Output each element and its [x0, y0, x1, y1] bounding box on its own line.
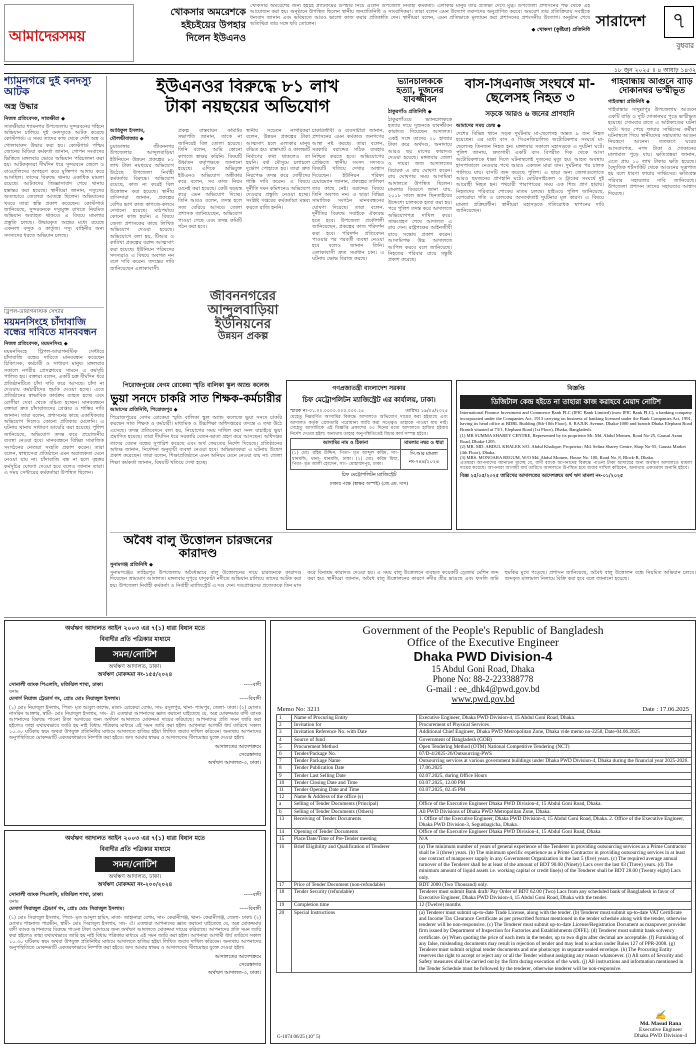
tender-row-key: Special Instructions	[292, 909, 417, 972]
story-van-murder[interactable]: ভ্যানচালককে হত্যা, দুজনের যাবজ্জীবন ঠাকুরগাঁও প্রতিনিধি ◆ ঠাকুরগাঁওয়ে ভ্যানচালককে হত্যার দায়ে দুজনকে যাবজ্জীবন কারাদণ্ড দিয়েছেন আদালত। একই সঙ্গে তাদের ২০ হাজার টাকা করে অর্থদণ্ড, অনাদায়ে আরও ছয় মাসের কারাদণ্ড দেওয়া হয়েছে। মঙ্গলবার জেলা ও দায়রা জজ আদালতের বিচারক এ রায় ঘোষণা করেন। রায় ঘোষণার সময় আসামিরা আদালতে উপস্থিত ছিলেন। মামলার বিবরণে জানা যায়, ২০১৮ সালে ভ্যান ছিনতাইয়ের উদ্দেশ্যে চালককে হত্যা করা হয়। পরে পুলিশ তদন্ত করে আদালতে অভিযোগপত্র দাখিল করে। সাক্ষ্যগ্রহণ শেষে আদালত এ রায় দেন। রাষ্ট্রপক্ষের আইনজীবী রায়ে সন্তোষ প্রকাশ করেন। আসামিপক্ষ উচ্চ আদালতে আপিল করবে বলে জানিয়েছে। নিহতের পরিবার রায়ে সন্তুষ্টি প্রকাশ করেছে।	[388, 78, 452, 264]
main-story-body-mid: প্রকল্প বাস্তবায়ন কমিটির সভাপতি জানান, তাকে না জানিয়েই বিল তোলা হয়েছে। তিনি বলেন, আমি কোনো কাগজে স্বাক্ষর করিনি। বিষয়টি উর্ধ্বতন কর্তৃপক্ষকে জানানো হয়েছে। এদিকে অভিযুক্ত ইউএনও অভিযোগ অস্বীকার করে বলেন, সব কাজ নিয়ম মেনেই করা হয়েছে। কেউ ষড়যন্ত্র করে এমন অভিযোগ দিচ্ছে। তিনি আরও বলেন, তদন্ত হলে সত্য বেরিয়ে আসবে। জেলা প্রশাসক জানিয়েছেন, অভিযোগ পাওয়া গেছে এবং তদন্ত কমিটি গঠন করা হবে।	[178, 128, 242, 231]
court-accused: (১) মোঃ রহিম উদ্দিন, পিতা- মৃত আব্দুল করিম, সাং- ধানমন্ডি, থানা- ধানমন্ডি, ঢাকা। (২) মোঃ করিম মিয়া, পিতা- মৃত আলী হোসেন, সাং- মোহাম্মদপুর, ঢাকা।	[292, 451, 399, 467]
main-story-body-left: আরিফুল ইসলাম, মৌলভীবাজার ◆ চুয়াডাঙ্গার জীবননগর উপজেলার আন্দুলবাড়িয়া ইউনিয়নে উন্নয়ন প্রকল্পের ৮১ লাখ টাকা নয়ছয়ের অভিযোগ উঠেছে উপজেলা নির্বাহী কর্মকর্তার বিরুদ্ধে। অভিযোগ রয়েছে, কাজ না করেই বিল উত্তোলন করা হয়েছে। স্থানীয় বাসিন্দারা জানান, প্রকল্পের বেশির ভাগ কাজ কাগজে-কলমে দেখানো হয়েছে। মাঠপর্যায়ে কোনো কাজ হয়নি। এ বিষয়ে জেলা প্রশাসকের কাছে লিখিত অভিযোগ দেওয়া হয়েছে। অভিযোগে বলা হয়, টিআর ও কাবিখা প্রকল্পের বরাদ্দ আত্মসাৎ করা হয়েছে। ইউনিয়ন পরিষদের সদস্যরাও এ বিষয়ে অবগত নন বলে দাবি করেন। তদন্তের দাবি জানিয়েছেন এলাকাবাসী।	[110, 128, 174, 272]
tender-row-key: Invitation for	[292, 722, 417, 729]
story-mymensingh-credit: নিজস্ব প্রতিবেদক, ময়মনসিংহ ◆	[4, 340, 68, 347]
tender-row-key: Receiving of Tender Documents	[292, 815, 417, 828]
tender-sig-office: Dhaka PWD Division-4	[634, 1033, 687, 1039]
left-divider-1	[4, 307, 104, 308]
story-mymensingh[interactable]	[4, 309, 104, 609]
tender-row-number: 2	[277, 722, 292, 729]
tender-row	[277, 801, 692, 808]
court-notice-office: চিফ মেট্রোপলিটন ম্যাজিস্ট্রেট এর কার্যালয়, ঢাকা।	[302, 396, 436, 404]
court-case-no: সি.আর মামলা নং-৭৪৪/২০২৪	[400, 450, 447, 470]
main-story-title[interactable]	[110, 78, 385, 126]
court-notice-date: তারিখঃ ১৯/০৫/২০২৫	[405, 409, 448, 414]
tender-row-key: Procurement Method	[292, 743, 417, 750]
court-signature: চিফ মেট্রোপলিটন ম্যাজিস্ট্রেট	[341, 472, 397, 478]
tender-row	[277, 881, 692, 888]
bank-notice-item-1: (1) MR SUMMA SHAREY CENTRE, Represented by its proprietor Mr. Md. Abdul Momen, Road No-25, Gausul Azam Road, Dhaka-1205.	[460, 433, 683, 444]
tender-division: Dhaka PWD Division-4	[413, 649, 553, 664]
notice1-sign3: অর্থঋণ আদালত-৩, ঢাকা।	[208, 760, 261, 767]
notice2-case: অর্থঋণ মোকদ্দমা নং-২০০/২০২৪	[97, 882, 173, 888]
story-mymensingh-body: ময়মনসিংহে ট্রিপল-ডায়াগনস্টিক সেন্টারে চাঁদাবাজি বন্ধের দাবিতে মানববন্ধন করেছেন চিকিৎসক, কর্মচারী ও সাধারণ মানুষ। মঙ্গলবার সকালে নগরীর প্রেসক্লাবের সামনে এ কর্মসূচি পালিত হয়। বক্তারা বলেন, একটি চক্র দীর্ঘদিন ধরে প্রতিষ্ঠানটিতে চাঁদা দাবি করে আসছে। চাঁদা না দেওয়ায় কর্মচারীদের হুমকি দেওয়া হচ্ছে। এতে প্রতিষ্ঠানের স্বাভাবিক কার্যক্রম ব্যাহত হচ্ছে এবং রোগীরা সেবা থেকে বঞ্চিত হচ্ছেন। মানববন্ধনে বক্তারা দ্রুত চাঁদাবাজদের গ্রেপ্তার ও শাস্তির দাবি জানান। তারা বলেন, প্রশাসনের কাছে একাধিকবার অভিযোগ দিলেও কোনো প্রতিকার মেলেনি। এ ঘটনায় থানায় সাধারণ ডায়েরি করা হয়েছে। পুলিশ জানিয়েছে, অভিযোগ তদন্ত করে প্রয়োজনীয় ব্যবস্থা নেওয়া হবে। মানববন্ধনে বিভিন্ন সামাজিক সংগঠনের নেতারা সংহতি প্রকাশ করেন। তারা বলেন, স্বাস্থ্যসেবা প্রতিষ্ঠানে এমন অরাজকতা মেনে নেওয়া যায় না। চাঁদাবাজি বন্ধ না হলে বৃহত্তর কর্মসূচির ঘোষণা দেওয়া হবে বলেও জানান তারা। এ সময় সেন্টারের কর্মকর্তারা উপস্থিত ছিলেন।	[4, 348, 104, 477]
tender-row-value: (a) Tenderer must submit up-to-date Trade License, along with the tender. (b) Tenderer must submit up-to-date VAT Certificate and Income Tax Clearance Certificate as per prescribed format mentioned in the tender schedule along with the tender, otherwise tenderer will be non-responsive. (c) The Tenderer must submit up-to-date License/Registration Document as manpower provider firm issued by Department of Inspection for Factories and Establishments (DIFE). (d) Tenderer must submit bank solvency certificate. (e) When quoting the price of each item in the tender, up to two digits after decimal are acceptable. (f) Furnishing of any false, misleading documents may result in rejection of tender and may lead to action under Rules 127 of PPR-2008. (g) Tenderer must submit original tender documents and one photocopy in separate sealed envelope. (h) The Procuring Entity reserves the right to accept or reject any or all the Tender without assigning any reason whatsoever. (i) All sorts of Security and Safety measures shall be carried out by the firm during execution of the work. (j) All instructions and information mentioned in the Tender Schedule must be followed by the tenderer, otherwise tenderer will be non-responsive.	[417, 909, 692, 972]
tender-email: G-mail : ee_dhk4@pwd.gov.bd	[426, 684, 540, 694]
tender-row	[277, 758, 692, 765]
summons-notice-2[interactable]: অর্থঋণ আদালত আইন ২০০৩ এর ৭(১) ধারা বিধান মতে বিবাদীর প্রতি পত্রিকার মাধ্যমে সমন/নোটিশ অর্থঋণ আদালত, ঢাকা। অর্থঋণ মোকদ্দমা নং-২০০/২০২৪ সোনালী ব্যাংক পিএলসি, মতিঝিল শাখা, ঢাকা। -----বাদী বনাম মেসার্স সিরাজুল ট্রেডার্স গং, প্রোঃ মোঃ সিরাজুল ইসলাম। -----বিবাদী (১) মোঃ সিরাজুল ইসলাম, পিতা- মৃত আব্দুল হামিদ, মাতা- জাহানারা বেগম, সাং- কেরানীগঞ্জ, থানা- কেরানীগঞ্জ, জেলা- ঢাকা। (২) মোসাঃ শাহনাজ পারভীন, স্বামী- মোঃ সিরাজুল ইসলাম, সাং- ঐ। এতদ্বারা আপনাদের জ্ঞাত করানো যাইতেছে যে, অত্র মোকদ্দমার বাদী ব্যাংক আপনাদের বিরুদ্ধে পাওনা টাকা আদায়ের জন্য অর্থঋণ আদালতে মোকদ্দমা দায়ের করিয়াছে। আপনাদের প্রতি সমন জারি করা হইলেও তাহা যথাযথভাবে জারি হয় নাই বিধায় পত্রিকার মাধ্যমে এই সমন জারি করা হইল। আপনারা আগামী ধার্য তারিখে সকাল ১০.৩০ ঘটিকায় স্বয়ং অথবা উপযুক্ত প্রতিনিধির মাধ্যমে আদালতে হাজির হইয়া লিখিত জবাব দাখিল করিবেন। অন্যথায় আপনাদের অনুপস্থিতিতে মোকদ্দমাটি একতরফাভাবে নিষ্পত্তি করা হইবে। অদ্য আমার স্বাক্ষর ও আদালতের সীলমোহর যুক্তে দেওয়া হইল। আদালতের আদেশক্রমে সেরেস্তাদার অর্থঋণ আদালত-৩, ঢাকা।	[4, 830, 266, 1044]
tender-row-key: Tender Opening Date and Time	[292, 787, 417, 794]
story-shyamnagar-sub: অস্ত্র উদ্ধার	[4, 101, 39, 111]
notice1-title: সমন/নোটিশ	[95, 647, 175, 662]
masthead-headline[interactable]	[138, 4, 246, 62]
masthead-credit: ◆ খোকসা (কুষ্টিয়া) প্রতিনিধি	[531, 26, 590, 33]
logo-text: আমাদেরসময়	[9, 27, 85, 45]
tender-row-number: 9	[277, 772, 292, 779]
summons-notice-1[interactable]: অর্থঋণ আদালত আইন ২০০৩ এর ৭(১) ধারা বিধান মতে বিবাদীর প্রতি পত্রিকার মাধ্যমে সমন/নোটিশ অর্থঋণ আদালত, ঢাকা। অর্থঋণ মোকদ্দমা নং-১৫৫/২০২৪ সোনালী ব্যাংক পিএলসি, মতিঝিল শাখা, ঢাকা। -----বাদী বনাম মেসার্স নিয়াজ ট্রেডার্স গং, প্রোঃ মোঃ নিয়াজুল ইসলাম। -----বিবাদী (১) মোঃ নিয়াজুল ইসলাম, পিতা- মৃত আবুল কাশেম, মাতা- রোকেয়া বেগম, সাং- রসুলপুর, থানা- শ্যামপুর, জেলা- ঢাকা। (২) মোসাঃ নাসরিন আক্তার, স্বামী- মোঃ নিয়াজুল ইসলাম, সাং- ঐ। এতদ্বারা আপনাদের জ্ঞাত করানো যাইতেছে যে, অত্র মোকদ্দমার বাদী ব্যাংক আপনাদের বিরুদ্ধে পাওনা টাকা আদায়ের জন্য অর্থঋণ আদালতে মোকদ্দমা দায়ের করিয়াছে। আপনাদের প্রতি সমন জারি করা হইলেও তাহা যথাযথভাবে জারি হয় নাই বিধায় পত্রিকার মাধ্যমে এই সমন জারি করা হইল। আপনারা আগামী ধার্য তারিখে সকাল ১০.৩০ ঘটিকায় স্বয়ং অথবা উপযুক্ত প্রতিনিধির মাধ্যমে আদালতে হাজির হইয়া লিখিত জবাব দাখিল করিবেন। অন্যথায় আপনাদের অনুপস্থিতিতে মোকদ্দমাটি একতরফাভাবে নিষ্পত্তি করা হইবে। অদ্য আমার স্বাক্ষর ও আদালতের সীলমোহর যুক্তে দেওয়া হইল। আদালতের আদেশক্রমে সেরেস্তাদার অর্থঋণ আদালত-৩, ঢাকা।	[4, 620, 266, 826]
tender-row-number: 17	[277, 881, 292, 888]
tender-row-number: 3	[277, 729, 292, 736]
tender-row-value: 07/D-4/2025-26/Outsourcing-PWS	[417, 751, 692, 758]
tender-row-number: 8	[277, 765, 292, 772]
tender-row-key: Tender Security (refundable)	[292, 889, 417, 902]
bank-notice-item-3: (3) MRS. MONOARA BEGUM, W/O Md. Abdul Momen, House No. 100, Road No. 8, Block-B, Dhaka.	[460, 455, 654, 460]
notice2-sign3: অর্থঋণ আদালত-৩, ঢাকা।	[208, 970, 261, 977]
notice2-title: সমন/নোটিশ	[95, 857, 175, 872]
tender-row-value: Office of the Executive Engineer Dhaka PWD Division-4, 15 Abdul Goni Road, Dhaka	[417, 829, 692, 836]
story-shyamnagar-title: শ্যামনগরে দুই বনদস্যু আটক	[4, 76, 92, 99]
story-mymensingh-label: ট্রিপল-ডায়াগনস্টিক সেন্টার	[4, 309, 64, 315]
main-title-line2: টাকা নয়ছয়ের অভিযোগ	[165, 97, 330, 118]
tender-row	[277, 779, 692, 786]
main-story-body-right2: চাকরিজীবী ও ব্যবসায়ীরা জানান, প্রশাসনের এমন কর্মকাণ্ড জনগণের আস্থা নষ্ট করছে। তারা বলেন, সরকারি বরাদ্দের সঠিক ব্যবহার নিশ্চিত করতে হবে। অভিযোগের প্রেক্ষিতে স্থানীয় সংসদ সদস্যও বিষয়টি খতিয়ে দেখার আশ্বাস দিয়েছেন। ইউনিয়ন পরিষদ চেয়ারম্যান জানান, প্রকল্পের তালিকা তার কাছে নেই। বরাদ্দের বিষয়ে তিনি অবগত নন। এ ছাড়া বিভিন্ন সামাজিক সংগঠন মানববন্ধনের ঘোষণা দিয়েছে। তারা বলেন, দুর্নীতির বিরুদ্ধে সবাইকে ঐক্যবদ্ধ হতে হবে। উপজেলা প্রকৌশলী জানিয়েছেন, প্রকল্পের কাজ পরিদর্শন করা হবে। পরিদর্শন প্রতিবেদন পাওয়ার পর পরবর্তী ব্যবস্থা নেওয়া হবে বলেও জানান তিনি। এলাকাবাসী দ্রুত সমাধান চান। এ ঘটনায় ক্ষোভ বিরাজ করছে।	[312, 128, 384, 263]
story-school-label: পিরোজপুরের বেগম রোকেয়া স্মৃতি বালিকা স্কুল অ্যান্ড কলেজ	[122, 382, 270, 389]
tender-gov: Government of the People's Republic of Bangladesh	[362, 625, 604, 637]
court-notice-memo: স্মারক নং-০১.০০.০০০০.০০০.০০০.২৫	[290, 409, 365, 414]
tender-row	[277, 794, 692, 801]
tender-row	[277, 889, 692, 902]
tender-row	[277, 715, 692, 722]
tender-row	[277, 843, 692, 881]
tender-row-number: 10	[277, 779, 292, 786]
masthead-headline-1: খোকসার অমরেশকে	[170, 7, 246, 18]
page-number-box	[664, 6, 694, 38]
main-story-highlight-box	[178, 290, 308, 376]
notice2-sign2: সেরেস্তাদার	[239, 962, 261, 969]
tender-row-number: 6	[277, 751, 292, 758]
court-signature-sub: ঢাকার পক্ষে (স্বাক্ষর অস্পষ্ট) (জে.এম. দাস)	[329, 481, 409, 487]
story-shyamnagar[interactable]	[4, 76, 104, 306]
highlight-line1: জীবননগরের	[209, 290, 277, 304]
tender-row-key: Completion time	[292, 902, 417, 909]
notice1-sign1: আদালতের আদেশক্রমে	[214, 744, 261, 751]
tender-row-key: Source of fund	[292, 736, 417, 743]
bank-notice-label: বিজ্ঞপ্তি	[567, 385, 585, 392]
masthead-logo-box	[4, 4, 134, 62]
notice2-defendant: মেসার্স সিরাজুল ট্রেডার্স গং, প্রোঃ মোঃ সিরাজুল ইসলাম।	[9, 906, 125, 913]
story-bus-cng[interactable]: বাস-সিএনজি সংঘর্ষে মা-ছেলেসহ নিহত ৩ সড়কে আরও ৬ জনের প্রাণহানি আমাদের সময় ডেস্ক ◆ দেশের বিভিন্ন স্থানে সড়ক দুর্ঘটনায় মা-ছেলেসহ অন্তত ৯ জন নিহত হয়েছেন। এর মধ্যে বাস ও সিএনজিচালিত অটোরিকশার সংঘর্ষে মা-ছেলেসহ তিনজন নিহত হন। মঙ্গলবার সকালে মহাসড়কে এ দুর্ঘটনা ঘটে। পুলিশ জানায়, দ্রুতগামী একটি বাস বিপরীত দিক থেকে আসা অটোরিকশাকে ধাক্কা দিলে ঘটনাস্থলেই দুজনের মৃত্যু হয়। আহত অবস্থায় হাসপাতালে নেওয়ার পথে আরও একজন মারা যান। দুর্ঘটনার পর চালক পালিয়ে যায়। বাসটি জব্দ করেছে পুলিশ। এ ছাড়া অন্য জেলাগুলোতে আরও ছয়জনের প্রাণহানি ঘটে। মোটরসাইকেল ও ট্রাকের সংঘর্ষে দুই আরোহী নিহত হন। পথচারী পারাপারের সময় এক শিশু প্রাণ হারায়। নিহতদের পরিবারে শোকের মাতম চলছে। হাইওয়ে পুলিশ জানিয়েছে, বেপরোয়া গতি ও চালকের অসতর্কতাই দুর্ঘটনার মূল কারণ। এ বিষয়ে মামলা প্রক্রিয়াধীন। স্থানীয়রা মহাসড়কে গতিরোধক স্থাপনের দাবি জানিয়েছেন।	[456, 78, 604, 214]
tender-row-value: 1. Office of the Executive Engineer, Dhaka PWD Division-4, 15 Abdul Goni Road, Dhaka. 2. Office of the Executive Engineer, Dhaka PWD Division-3, Segunbagicha, Dhaka.	[417, 815, 692, 828]
tender-row	[277, 736, 692, 743]
tender-row-value: 02.07.2025, during Office Hours	[417, 772, 692, 779]
bank-notice-extra: এতদ্বারা আপনাদের জানানো যাচ্ছে যে, বাদী ব্যাংক আপনাদের বিরুদ্ধে পাওনা টাকা আদায়ের জন্য অর্থঋণ আদালতে মামলা দায়ের করেছে। আপনারা আগামী ধার্য তারিখে আদালতে উপস্থিত হয়ে জবাব দাখিল করিবেন, অন্যথায় একতরফা শুনানি হইবে।	[460, 460, 692, 471]
tender-row-number: 12	[277, 794, 292, 801]
tender-row	[277, 743, 692, 750]
story-shyamnagar-body: সাতক্ষীরার শ্যামনগর উপজেলায় সুন্দরবনের গহিনে অভিযান চালিয়ে দুই বনদস্যুকে আটক করেছে কোস্টগার্ড। এ সময় তাদের কাছ থেকে দেশি অস্ত্র ও গোলাবারুদ উদ্ধার করা হয়। কোস্টগার্ড পশ্চিম জোনের মিডিয়া কর্মকর্তা জানান, গোপন সংবাদের ভিত্তিতে মঙ্গলবার ভোরে অভিযান পরিচালনা করা হয়। আটককৃতরা দীর্ঘদিন ধরে সুন্দরবনে জেলে ও বাওয়ালিদের অপহরণ করে মুক্তিপণ আদায় করে আসছিল। তাদের বিরুদ্ধে থানায় একাধিক মামলা রয়েছে। আটকদের জিজ্ঞাসাবাদ শেষে থানায় হস্তান্তর করা হয়েছে। স্থানীয়রা জানান, দস্যুদের অত্যাচারে জেলেরা আতঙ্কে ছিলেন। অভিযানের খবরে তারা স্বস্তি প্রকাশ করেছেন। কোস্টগার্ড জানিয়েছে, সুন্দরবনকে দস্যুমুক্ত রাখতে নিয়মিত অভিযান অব্যাহত থাকবে। এ বিষয়ে মামলার প্রস্তুতি চলছে। উদ্ধারকৃত অস্ত্রের মধ্যে রয়েছে একনলা বন্দুক ও কার্তুজ। দস্যু বাহিনীর অন্য সদস্যদের ধরতে অভিযান চলছে।	[4, 123, 104, 239]
tender-row-key: Invitation Reference No. with Date	[292, 729, 417, 736]
bank-notice-item-2: (2) MR. MD. ABDUL KHALEK S/O. Abdul Khalique, Proprietor; Md. Selina Sharey Centre, Shop No-55, Gausia Market (4th Floor), Dhaka.	[460, 444, 686, 455]
story-van-credit: ঠাকুরগাঁও প্রতিনিধি ◆	[388, 108, 432, 115]
story-bus-title: বাস-সিএনজি সংঘর্ষে মা-ছেলেসহ নিহত ৩	[464, 78, 596, 107]
tender-row	[277, 815, 692, 828]
tender-row	[277, 772, 692, 779]
story-shyamnagar-credit: নিজস্ব প্রতিবেদক, সাতক্ষীরা ◆	[4, 115, 65, 122]
tender-signature-mark: ✍	[654, 1010, 667, 1020]
notice1-sign2: সেরেস্তাদার	[239, 752, 261, 759]
highlight-line3: ইউনিয়নের	[214, 317, 272, 333]
notice1-role: -----বাদী	[243, 682, 261, 688]
tender-row-number: 19	[277, 902, 292, 909]
tender-row-value: Government of Bangladesh (GOB)	[417, 736, 692, 743]
tender-row-value: 12 (Twelve) months	[417, 902, 692, 909]
tender-row	[277, 729, 692, 736]
tender-row-value: Tenderer must submit Bank draft/ Pay Order of BDT 62.00 (Two) Lacs from any scheduled bank of Bangladesh in favor of Executive Engineer, Dhaka PWD Division-4, 15 Abdul Goni Road, Dhaka with the tender.	[417, 889, 692, 902]
tender-row-number: 5	[277, 743, 292, 750]
tender-row-value: N/A	[417, 836, 692, 843]
tender-row-number: 16	[277, 843, 292, 881]
tender-row-key: Name & Address of the office (s)	[292, 794, 417, 801]
masthead-rule-2	[4, 73, 696, 74]
masthead-headline-2: হইচইয়ের উপহার	[181, 20, 246, 31]
tender-row-value: 03.07.2025, 12.00 PM	[417, 779, 692, 786]
section-header	[594, 4, 696, 62]
story-bus-credit: আমাদের সময় ডেস্ক ◆	[456, 123, 501, 130]
tender-row	[277, 829, 692, 836]
tender-row-number: a	[277, 801, 292, 808]
story-bus-sub: সড়কে আরও ৬ জনের প্রাণহানি	[485, 110, 575, 119]
mid-rule	[4, 617, 696, 618]
tender-table	[276, 714, 692, 973]
court-col1: আসামির নাম ও ঠিকানা	[291, 439, 401, 450]
story-school-credit: আমাদের প্রতিনিধি, পিরোজপুর ◆	[110, 406, 178, 413]
tender-row-number: b	[277, 808, 292, 815]
main-story-body-right: স্থানীয় সচেতন নাগরিকরা বলেন, উন্নয়ন প্রকল্পের টাকা আত্মসাৎ হলে এলাকার মানুষ বঞ্চিত হয়। রাস্তাঘাট ও কালভার্ট নির্মাণের কথা থাকলেও তা হয়নি। বর্ষা মৌসুমে চলাচলে দুর্ভোগ পোহাতে হয়। তারা দ্রুত নিরপেক্ষ তদন্ত করে দোষীদের শাস্তি দাবি করেন। এ বিষয়ে দুর্নীতি দমন কমিশনেও অভিযোগ দেওয়ার প্রস্তুতি নেওয়া হচ্ছে। সংশ্লিষ্ট দপ্তরের কর্মকর্তারা মন্তব্য করতে রাজি হননি।	[246, 128, 310, 211]
notice2-law: অর্থঋণ আদালত আইন ২০০৩ এর ৭(১) ধারা বিধান মতে	[65, 835, 205, 842]
sand-divider	[110, 532, 696, 533]
tender-row-number: 1	[277, 715, 292, 722]
notice2-role2: -----বিবাদী	[239, 906, 261, 913]
tender-row	[277, 722, 692, 729]
tender-row-key: Tender/Package No.	[292, 751, 417, 758]
tender-row-key: Name of Procuring Entity	[292, 715, 417, 722]
tender-office: Office of the Executive Engineer	[407, 637, 559, 649]
court-col2: মামলার নম্বর ও ধারা	[400, 439, 447, 450]
tender-row	[277, 902, 692, 909]
story-school-title: ভুয়া সনদে চাকরি সাত শিক্ষক-কর্মচারীর	[110, 392, 282, 405]
tender-row-number: 4	[277, 736, 292, 743]
bank-notice-title: ডিজিটাল কেন্দ্র হইতে না তাহারা কাজ করাহবে মেয়াদ নোটিশ	[460, 395, 692, 409]
tender-row-key: Place/Date/Time of Pre-Tender meeting	[292, 836, 417, 843]
notice1-case: অর্থঋণ মোকদ্দমা নং-১৫৫/২০২৪	[97, 672, 173, 678]
tender-row-key: Brief Eligibility and Qualification of Tenderer	[292, 843, 417, 881]
page-number: ৭	[671, 8, 687, 34]
tender-row-value: Office of the Executive Engineer Dhaka PWD Division-4, 15 Abdul Goni Road, Dhaka.	[417, 801, 692, 808]
tender-sig-name: Md. Masud Rana	[640, 1021, 682, 1027]
tender-row-value: 17.06.2025	[417, 765, 692, 772]
notice2-sub: বিবাদীর প্রতি পত্রিকার মাধ্যমে	[99, 846, 171, 853]
story-mymensingh-title: ময়মনসিংহে চাঁদাবাজি বন্ধের দাবিতে মানববন্ধন	[4, 317, 97, 339]
notice1-sub: বিবাদীর প্রতি পত্রিকার মাধ্যমে	[99, 636, 171, 643]
story-van-title: ভ্যানচালককে হত্যা, দুজনের যাবজ্জীবন	[396, 78, 444, 106]
tender-row-value: Procurement of Physical Services	[417, 722, 692, 729]
tender-row-key: Tender Package Name	[292, 758, 417, 765]
tender-row-value	[417, 794, 692, 801]
page-date: ১৮ জুন ২০২৫ ॥ ৪ আষাঢ় ১৪৩২	[614, 67, 696, 74]
tender-row-value: 03.07.2025, 02.45 PM	[417, 787, 692, 794]
story-gaibandha-fire[interactable]: গাইবান্ধায় আগুনে বাড়ি দোকানঘর ভস্মীভূত গাইবান্ধা প্রতিনিধি ◆ গাইবান্ধার সাদুল্লাপুর উপজেলায় আগুনে একটি বাড়ি ও দুটি দোকানঘর পুড়ে ভস্মীভূত হয়েছে। সোমবার রাতে এ অগ্নিকাণ্ডের ঘটনা ঘটে। খবর পেয়ে ফায়ার সার্ভিসের কর্মীরা ঘটনাস্থলে গিয়ে স্থানীয়দের সহায়তায় আগুন নিয়ন্ত্রণে আনেন। ততক্ষণে ঘরের আসবাবপত্র, নগদ টাকা ও দোকানের মালামাল পুড়ে যায়। ক্ষতিগ্রস্তরা জানান, এতে প্রায় ১০ লাখ টাকার ক্ষতি হয়েছে। বৈদ্যুতিক শর্টসার্কিট থেকে আগুনের সূত্রপাত হয় বলে ধারণা ফায়ার সার্ভিসের। ক্ষতিগ্রস্ত পরিবার সহায়তার দাবি জানিয়েছে। উপজেলা প্রশাসন তাদের সহায়তার আশ্বাস দিয়েছে।	[608, 78, 696, 197]
tender-date: Date : 17.06.2025	[642, 706, 689, 713]
tender-row-value: BDT 2000 (Two Thousand) only.	[417, 881, 692, 888]
tender-row-value: Open Tendering Method (OTM) National Competitive Tendering (NCT)	[417, 743, 692, 750]
left-col-rule	[106, 76, 107, 616]
tender-row-number: 18	[277, 889, 292, 902]
highlight-sub: উন্নয়ন প্রকল্প	[217, 331, 269, 343]
court-notice-body: যেহেতু নিম্নবর্ণিত আসামির বিরুদ্ধে আদালতে অভিযোগ দায়ের করা হইয়াছে এবং আদালত কর্তৃক গ্রেফতারি পরোয়ানা জারি করা সত্ত্বেও তাহাকে পাওয়া যায় নাই। সেহেতু আসামিকে এই বিজ্ঞপ্তি প্রকাশের ৩০ দিনের মধ্যে আদালতে হাজির হইবার নির্দেশ দেওয়া হইল। অন্যথায় তাহার অনুপস্থিতিতেই বিচার কার্য সম্পন্ন হইবে।	[290, 415, 448, 437]
tender-row-number: 20	[277, 909, 292, 972]
bank-notice-box[interactable]	[456, 380, 696, 530]
tender-memo: Memo No: 3211	[277, 706, 320, 713]
tender-gd-code: G-1074 06/25 (10" 5)	[277, 1035, 321, 1040]
notice2-court: অর্থঋণ আদালত, ঢাকা।	[108, 874, 162, 880]
masthead-story-body: খোকসার অমরেশের জন্য হইচই প্ল্যাটফর্মের উপহার নিয়ে এলেন উপজেলা নির্বাহী কর্মকর্তা। এলাকার মানুষ তার প্রতিভা দেখে মুগ্ধ। উপজেলা প্রশাসনের পক্ষ থেকে এই আয়োজন করা হয়। অনুষ্ঠানে উপস্থিত ছিলেন স্থানীয় জনপ্রতিনিধি ও সাংবাদিকরা। তারা বলেন এমন উদ্যোগ তরুণদের অনুপ্রাণিত করবে। অমরেশ তার প্রতিক্রিয়ায় সবাইকে ধন্যবাদ জানান এবং ভবিষ্যতে আরও ভালো কাজ করার প্রতিশ্রুতি দেন। স্থানীয়রা বলেন, এমন প্রতিভাকে মূল্যায়ন করা প্রশাসনের প্রশংসনীয় উদ্যোগ। অনুষ্ঠান শেষে অতিথিরা তার সঙ্গে ছবি তোলেন। ◆ খোকসা (কুষ্টিয়া) প্রতিনিধি	[250, 4, 590, 33]
story-fake-certificate[interactable]: পিরোজপুরের বেগম রোকেয়া স্মৃতি বালিকা স্কুল অ্যান্ড কলেজ ভুয়া সনদে চাকরি সাত শিক্ষক-কর্মচারীর আমাদের প্রতিনিধি, পিরোজপুর ◆ পিরোজপুরের বেগম রোকেয়া স্মৃতি বালিকা স্কুল অ্যান্ড কলেজে ভুয়া সনদে চাকরি করছেন সাত শিক্ষক ও কর্মচারী। মাধ্যমিক ও উচ্চশিক্ষা অধিদপ্তরের তদন্তে এ তথ্য উঠে এসেছে। তদন্ত প্রতিবেদনে বলা হয়, নিয়োগের সময় দাখিল করা সনদ যাচাইয়ে ভুয়া প্রমাণিত হয়েছে। তারা দীর্ঘদিন ধরে সরকারি বেতন-ভাতা গ্রহণ করে আসছেন। অধিদপ্তর তাদের বেতন বন্ধের সুপারিশ করেছে এবং অর্থ ফেরতের নির্দেশ দিয়েছে। প্রতিষ্ঠানের অধ্যক্ষ জানান, নির্দেশনা অনুযায়ী ব্যবস্থা নেওয়া হবে। অভিভাবকরা এ ঘটনায় উদ্বেগ প্রকাশ করেছেন। তারা বলেন, শিক্ষাপ্রতিষ্ঠানে এমন অনিয়ম মেনে নেওয়া যায় না। জেলা শিক্ষা কর্মকর্তা জানান, বিষয়টি খতিয়ে দেখা হচ্ছে।	[110, 382, 282, 466]
tender-row-key: Tender Publication Date	[292, 765, 417, 772]
story-fire-credit: গাইবান্ধা প্রতিনিধি ◆	[608, 99, 650, 106]
tender-row	[277, 836, 692, 843]
notice2-role: -----বাদী	[243, 892, 261, 898]
tender-row-key: Opening of Tender Documents	[292, 829, 417, 836]
tender-row-number: 13	[277, 815, 292, 828]
tender-row	[277, 765, 692, 772]
tender-row	[277, 787, 692, 794]
tender-row-key: Selling of Tender Documents (Principal)	[292, 801, 417, 808]
tender-notice[interactable]	[270, 620, 696, 1044]
notice1-defendant: মেসার্স নিয়াজ ট্রেডার্স গং, প্রোঃ মোঃ নিয়াজুল ইসলাম।	[9, 696, 121, 703]
tender-row-number: 11	[277, 787, 292, 794]
highlight-line2: আন্দুলবাড়িয়া	[207, 303, 279, 319]
court-notice-header: গণপ্রজাতন্ত্রী বাংলাদেশ সরকার	[332, 385, 406, 392]
tender-row-value: All PWD Divisions of Dhaka PWD Metropolitan Zone, Dhaka.	[417, 808, 692, 815]
tender-row-key: Tender Last Selling Date	[292, 772, 417, 779]
bank-notice[interactable]	[608, 266, 696, 268]
tender-address: 15 Abdul Goni Road, Dhaka	[431, 664, 535, 674]
section-name: সারাদেশ	[596, 12, 646, 30]
main-story-credit: আরিফুল ইসলাম, মৌলভীবাজার ◆	[110, 128, 145, 142]
tender-row-value: (a) The minimum number of years of general experience of the Tenderer in providing outsourcing services as a Prime Contractor shall be 3 (three) years. (b) The minimum specific experience as a Prime Contractor in providing outsourcing services in at least one contract of manpower supply in any Government Organization in the last 5 (five) years. (c) The required average annual turnover of the Tenderer shall be at least of the amount of BDT 90.00 (Ninety) Lacs over the last 03 (Three) years. (d) The minimum amount of liquid assets i.e. working capital or credit line(s) of the Tenderer shall be BDT 28.00 (Twenty eight) Lacs only.	[417, 843, 692, 881]
main-title-line1: ইউএনওর বিরুদ্ধে ৮১ লাখ	[156, 78, 339, 97]
story-sand-extraction[interactable]: অবৈধ বালু উত্তোলন চারজনের কারাদণ্ড সুনামগঞ্জ প্রতিনিধি ◆ সুনামগঞ্জের তাহিরপুর উপজেলায় অবৈধভাবে বালু উত্তোলনের দায়ে চারজনকে কারাদণ্ড দিয়েছেন ভ্রাম্যমাণ আদালত। মঙ্গলবার দুপুরে যাদুকাটা নদীতে অভিযান চালিয়ে তাদের আটক করা হয়। উপজেলা নির্বাহী কর্মকর্তা ও নির্বাহী ম্যাজিস্ট্রেট এ দণ্ড দেন। দণ্ডপ্রাপ্তদের প্রত্যেককে তিন মাস করে বিনাশ্রম কারাদণ্ড দেওয়া হয়। এ সময় বালু উত্তোলনে ব্যবহৃত কয়েকটি ড্রেজার মেশিন জব্দ করা হয়। স্থানীয়রা জানান, অবৈধ বালু উত্তোলনের কারণে নদীর তীর ভাঙছে এবং ফসলি জমি হুমকির মুখে পড়েছে। প্রশাসন জানিয়েছে, অবৈধ বালু উত্তোলন বন্ধে নিয়মিত অভিযান চলবে। জব্দকৃত মালামাল নিলামে বিক্রি করা হবে বলে জানানো হয়েছে।	[110, 534, 696, 589]
masthead-headline-3: দিলেন ইউএনও	[186, 33, 246, 44]
tender-row-number: 7	[277, 758, 292, 765]
tender-row-value: Executive Engineer, Dhaka PWD Division-4, 15 Abdul Goni Road, Dhaka.	[417, 715, 692, 722]
notice2-plaintiff: সোনালী ব্যাংক পিএলসি, মতিঝিল শাখা, ঢাকা।	[9, 892, 104, 898]
tender-row	[277, 808, 692, 815]
notice1-body: (১) মোঃ নিয়াজুল ইসলাম, পিতা- মৃত আবুল কাশেম, মাতা- রোকেয়া বেগম, সাং- রসুলপুর, থানা- শ্যামপুর, জেলা- ঢাকা। (২) মোসাঃ নাসরিন আক্তার, স্বামী- মোঃ নিয়াজুল ইসলাম, সাং- ঐ। এতদ্বারা আপনাদের জ্ঞাত করানো যাইতেছে যে, অত্র মোকদ্দমার বাদী ব্যাংক আপনাদের বিরুদ্ধে পাওনা টাকা আদায়ের জন্য অর্থঋণ আদালতে মোকদ্দমা দায়ের করিয়াছে। আপনাদের প্রতি সমন জারি করা হইলেও তাহা যথাযথভাবে জারি হয় নাই বিধায় পত্রিকার মাধ্যমে এই সমন জারি করা হইল। আপনারা আগামী ধার্য তারিখে সকাল ১০.৩০ ঘটিকায় স্বয়ং অথবা উপযুক্ত প্রতিনিধির মাধ্যমে আদালতে হাজির হইয়া লিখিত জবাব দাখিল করিবেন। অন্যথায় আপনাদের অনুপস্থিতিতে মোকদ্দমাটি একতরফাভাবে নিষ্পত্তি করা হইবে। অদ্য আমার স্বাক্ষর ও আদালতের সীলমোহর যুক্তে দেওয়া হইল।	[9, 706, 261, 742]
tender-row-key: Price of Tender Document (non-refundable)	[292, 881, 417, 888]
tender-sig-title: Executive Engineer	[638, 1027, 683, 1033]
notice1-court: অর্থঋণ আদালত, ঢাকা।	[108, 664, 162, 670]
bank-notice-footer: বিজ্ঞ ২৫/০৫/২০২৫ তারিখের আদালতের আদেশক্রমে অর্থ ঋণ মামলা নং-০১/২০২৫	[460, 473, 624, 479]
tender-row-number: 15	[277, 836, 292, 843]
notice1-plaintiff: সোনালী ব্যাংক পিএলসি, মতিঝিল শাখা, ঢাকা।	[9, 682, 104, 688]
story-sand-credit: সুনামগঞ্জ প্রতিনিধি ◆	[110, 561, 153, 568]
tender-phone: Phone No: 88-2-223388778	[432, 674, 534, 684]
tender-row	[277, 751, 692, 758]
story-fire-title: গাইবান্ধায় আগুনে বাড়ি দোকানঘর ভস্মীভূত	[611, 78, 693, 97]
court-notice[interactable]	[286, 380, 452, 530]
tender-row-key: Tender Closing Date and Time	[292, 779, 417, 786]
tender-row-value: Additional Chief Engineer, Dhaka PWD Metropolitan Zone, Dhaka vide memo no-2258, Date-04.06.2025	[417, 729, 692, 736]
page-day: বুধবার	[676, 42, 694, 50]
notice1-role2: -----বিবাদী	[239, 696, 261, 703]
notice2-sign1: আদালতের আদেশক্রমে	[214, 954, 261, 961]
bank-notice-body: International Finance Investment and Commerce Bank PLC (IFIC Bank Limited) (now IFIC Bank PLC), a banking company incorporated under the Companies Act, 1913 carrying on business of banking licensed under the Bank Companies Act, 1991, having its head office at BDBL Building (8th-10th Floor), 8, RAJUK Avenue, Dhaka-1000 and branch Dhaka Elephant Road Branch situated at 73/1, Elephant Road (1st Floor), Dhaka, Bangladesh.	[460, 410, 692, 432]
tender-row-value: Outsourcing services at various government buildings under Dhaka PWD Division-4, Dhaka during the financial year 2025-2026.	[417, 758, 692, 765]
notice2-body: (১) মোঃ সিরাজুল ইসলাম, পিতা- মৃত আব্দুল হামিদ, মাতা- জাহানারা বেগম, সাং- কেরানীগঞ্জ, থানা- কেরানীগঞ্জ, জেলা- ঢাকা। (২) মোসাঃ শাহনাজ পারভীন, স্বামী- মোঃ সিরাজুল ইসলাম, সাং- ঐ। এতদ্বারা আপনাদের জ্ঞাত করানো যাইতেছে যে, অত্র মোকদ্দমার বাদী ব্যাংক আপনাদের বিরুদ্ধে পাওনা টাকা আদায়ের জন্য অর্থঋণ আদালতে মোকদ্দমা দায়ের করিয়াছে। আপনাদের প্রতি সমন জারি করা হইলেও তাহা যথাযথভাবে জারি হয় নাই বিধায় পত্রিকার মাধ্যমে এই সমন জারি করা হইল। আপনারা আগামী ধার্য তারিখে সকাল ১০.৩০ ঘটিকায় স্বয়ং অথবা উপযুক্ত প্রতিনিধির মাধ্যমে আদালতে হাজির হইয়া লিখিত জবাব দাখিল করিবেন। অন্যথায় আপনাদের অনুপস্থিতিতে মোকদ্দমাটি একতরফাভাবে নিষ্পত্তি করা হইবে। অদ্য আমার স্বাক্ষর ও আদালতের সীলমোহর যুক্তে দেওয়া হইল।	[9, 916, 261, 952]
tender-web: www.pwd.gov.bd	[451, 694, 515, 704]
tender-row-number: 14	[277, 829, 292, 836]
notice1-law: অর্থঋণ আদালত আইন ২০০৩ এর ৭(১) ধারা বিধান মতে	[65, 625, 205, 632]
tender-row-key: Selling of Tender Documents (Others)	[292, 808, 417, 815]
story-sand-title: অবৈধ বালু উত্তোলন চারজনের কারাদণ্ড	[123, 534, 273, 560]
tender-row	[277, 909, 692, 972]
